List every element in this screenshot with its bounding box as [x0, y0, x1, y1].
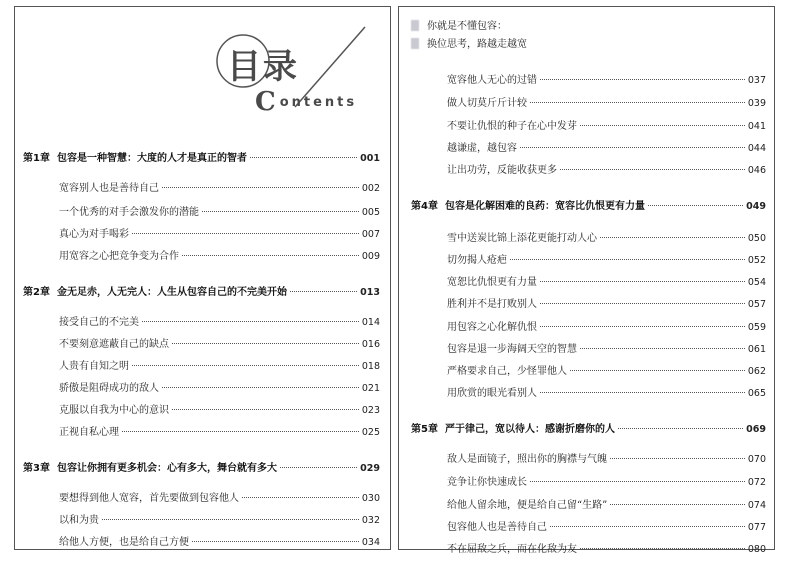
list-item[interactable] — [447, 161, 766, 176]
leader-dots — [648, 205, 743, 206]
page-number: 034 — [361, 537, 380, 548]
page-number: 007 — [361, 229, 380, 240]
chapter-label: 第3章 — [23, 463, 50, 474]
chapter-title: 金无足赤，人无完人：人生从包容自己的不完美开始 — [56, 287, 287, 298]
page-number: 018 — [361, 361, 380, 372]
leader-dots — [162, 387, 359, 388]
leader-dots — [540, 392, 745, 393]
page-number: 072 — [747, 477, 766, 488]
entry-title: 不在屈敌之兵，而在化敌为友 — [447, 544, 577, 555]
logo-sub-rest: ontents — [279, 95, 358, 110]
chapter-title: 包容是化解困难的良药：宽容比仇恨更有力量 — [444, 201, 645, 212]
leader-dots — [610, 458, 745, 459]
entry-title: 越谦虚，越包容 — [447, 143, 517, 154]
chapter-label: 第1章 — [23, 153, 50, 164]
leader-dots — [580, 348, 745, 349]
contents-logo — [205, 19, 385, 119]
page-number: 044 — [747, 143, 766, 154]
top-line — [411, 17, 507, 32]
leader-dots — [530, 481, 745, 482]
list-item[interactable] — [59, 225, 380, 240]
page-number: 046 — [747, 165, 766, 176]
leader-dots — [530, 102, 745, 103]
page-number: 030 — [361, 493, 380, 504]
page-number: 021 — [361, 383, 380, 394]
list-item[interactable] — [447, 71, 766, 86]
entry-title: 切勿揭人疮疤 — [447, 255, 507, 266]
page-number: 025 — [361, 427, 380, 438]
list-item[interactable] — [447, 540, 766, 555]
entry-title: 包容他人也是善待自己 — [447, 522, 547, 533]
entry-title: 用包容之心化解仇恨 — [447, 322, 537, 333]
leader-dots — [540, 79, 745, 80]
page-number: 013 — [360, 287, 380, 298]
chapter-title: 严于律己，宽以待人：感谢折磨你的人 — [444, 424, 615, 435]
leader-dots — [132, 365, 359, 366]
list-item[interactable] — [59, 533, 380, 548]
leader-dots — [202, 211, 359, 212]
chapter-row[interactable] — [411, 197, 766, 212]
entry-title: 用宽容之心把竞争变为合作 — [59, 251, 179, 262]
list-item[interactable] — [59, 179, 380, 194]
chapter-row[interactable] — [23, 149, 380, 164]
page-number: 001 — [360, 153, 380, 164]
chapter-label: 第2章 — [23, 287, 50, 298]
list-item[interactable] — [59, 203, 380, 218]
leader-dots — [250, 157, 357, 158]
chapter-row[interactable] — [23, 283, 380, 298]
leader-dots — [122, 431, 359, 432]
leader-dots — [162, 187, 359, 188]
page-number: 041 — [747, 121, 766, 132]
page-number: 002 — [361, 183, 380, 194]
right-page — [398, 6, 775, 555]
leader-dots — [520, 147, 745, 148]
entry-title: 宽恕比仇恨更有力量 — [447, 277, 537, 288]
leader-dots — [600, 237, 745, 238]
list-item[interactable] — [447, 273, 766, 288]
page-number: 069 — [746, 424, 766, 435]
list-item[interactable] — [447, 384, 766, 399]
entry-title: 给他人方便，也是给自己方便 — [59, 537, 189, 548]
leader-dots — [172, 343, 359, 344]
leader-dots — [132, 233, 359, 234]
leader-dots — [610, 504, 745, 505]
leader-dots — [510, 259, 745, 260]
list-item[interactable] — [447, 139, 766, 154]
leader-dots — [540, 281, 745, 282]
page-number: 070 — [747, 454, 766, 465]
leader-dots — [102, 519, 359, 520]
logo-sub-cap: C — [255, 87, 279, 117]
page-number: 077 — [747, 522, 766, 533]
entry-title: 人贵有自知之明 — [59, 361, 129, 372]
logo-subtitle — [255, 87, 357, 117]
list-item[interactable] — [59, 379, 380, 394]
page-number: 005 — [361, 207, 380, 218]
page-number: 057 — [747, 299, 766, 310]
leader-dots — [618, 428, 743, 429]
list-item[interactable] — [447, 117, 766, 132]
list-item[interactable] — [447, 496, 766, 511]
page-number: 014 — [361, 317, 380, 328]
entry-title: 克服以自我为中心的意识 — [59, 405, 169, 416]
entry-title: 让出功劳，反能收获更多 — [447, 165, 557, 176]
entry-title: 宽容别人也是善待自己 — [59, 183, 159, 194]
entry-title: 正视自私心理 — [59, 427, 119, 438]
list-item[interactable] — [447, 94, 766, 109]
list-item[interactable] — [59, 489, 380, 504]
page-number: 061 — [747, 344, 766, 355]
list-item[interactable] — [447, 295, 766, 310]
list-item[interactable] — [59, 401, 380, 416]
list-item[interactable] — [59, 247, 380, 262]
entry-title: 不要刻意遮蔽自己的缺点 — [59, 339, 169, 350]
page-number: 037 — [747, 75, 766, 86]
entry-title: 宽容他人无心的过错 — [447, 75, 537, 86]
entry-title: 敌人是面镜子，照出你的胸襟与气魄 — [447, 454, 607, 465]
entry-title: 接受自己的不完美 — [59, 317, 139, 328]
chapter-row[interactable] — [23, 459, 380, 474]
blurred-mark-icon — [411, 38, 419, 49]
page-number: 059 — [747, 322, 766, 333]
leader-dots — [192, 541, 359, 542]
page-number: 052 — [747, 255, 766, 266]
entry-title: 做人切莫斤斤计较 — [447, 98, 527, 109]
leader-dots — [560, 169, 745, 170]
page-number: 065 — [747, 388, 766, 399]
entry-title: 要想得到他人宽容，首先要做到包容他人 — [59, 493, 239, 504]
leader-dots — [580, 125, 745, 126]
list-item[interactable] — [447, 318, 766, 333]
entry-title: 包容是退一步海阔天空的智慧 — [447, 344, 577, 355]
leader-dots — [550, 526, 745, 527]
chapter-row[interactable] — [411, 420, 766, 435]
leader-dots — [580, 548, 745, 549]
page-number: 054 — [747, 277, 766, 288]
list-item[interactable] — [447, 518, 766, 533]
list-item[interactable] — [447, 251, 766, 266]
top-line-text: 换位思考，路越走越宽 — [427, 39, 527, 50]
page-number: 009 — [361, 251, 380, 262]
list-item[interactable] — [59, 423, 380, 438]
leader-dots — [540, 326, 745, 327]
entry-title: 不要让仇恨的种子在心中发芽 — [447, 121, 577, 132]
list-item[interactable] — [59, 335, 380, 350]
entry-title: 用欣赏的眼光看别人 — [447, 388, 537, 399]
chapter-label: 第5章 — [411, 424, 438, 435]
list-item[interactable] — [447, 340, 766, 355]
chapter-title: 包容是一种智慧：大度的人才是真正的智者 — [56, 153, 247, 164]
page-number: 016 — [361, 339, 380, 350]
entry-title: 给他人留余地，便是给自己留“生路” — [447, 500, 608, 511]
leader-dots — [540, 303, 745, 304]
leader-dots — [290, 291, 357, 292]
list-item[interactable] — [447, 450, 766, 465]
leader-dots — [172, 409, 359, 410]
page-number: 050 — [747, 233, 766, 244]
list-item[interactable] — [447, 229, 766, 244]
page-number: 049 — [746, 201, 766, 212]
entry-title: 胜利并不是打败别人 — [447, 299, 537, 310]
page-number: 074 — [747, 500, 766, 511]
page-number: 062 — [747, 366, 766, 377]
logo-title: 目录 — [227, 47, 299, 87]
left-page — [14, 6, 391, 550]
leader-dots — [142, 321, 359, 322]
page-number: 029 — [360, 463, 380, 474]
page-number: 039 — [747, 98, 766, 109]
page-number: 032 — [361, 515, 380, 526]
leader-dots — [280, 467, 357, 468]
entry-title: 真心为对手喝彩 — [59, 229, 129, 240]
list-item[interactable] — [59, 357, 380, 372]
list-item[interactable] — [59, 511, 380, 526]
blurred-mark-icon — [411, 20, 419, 31]
leader-dots — [182, 255, 359, 256]
list-item[interactable] — [447, 362, 766, 377]
leader-dots — [570, 370, 745, 371]
page-number: 080 — [747, 544, 766, 555]
chapter-title: 包容让你拥有更多机会：心有多大，舞台就有多大 — [56, 463, 277, 474]
top-line — [411, 35, 527, 50]
page-number: 023 — [361, 405, 380, 416]
list-item[interactable] — [447, 473, 766, 488]
top-line-text: 你就是不懂包容： — [427, 21, 507, 32]
leader-dots — [242, 497, 359, 498]
entry-title: 严格要求自己，少怪罪他人 — [447, 366, 567, 377]
entry-title: 骄傲是阻碍成功的敌人 — [59, 383, 159, 394]
entry-title: 一个优秀的对手会激发你的潜能 — [59, 207, 199, 218]
list-item[interactable] — [59, 313, 380, 328]
chapter-label: 第4章 — [411, 201, 438, 212]
entry-title: 雪中送炭比锦上添花更能打动人心 — [447, 233, 597, 244]
entry-title: 以和为贵 — [59, 515, 99, 526]
entry-title: 竞争让你快速成长 — [447, 477, 527, 488]
